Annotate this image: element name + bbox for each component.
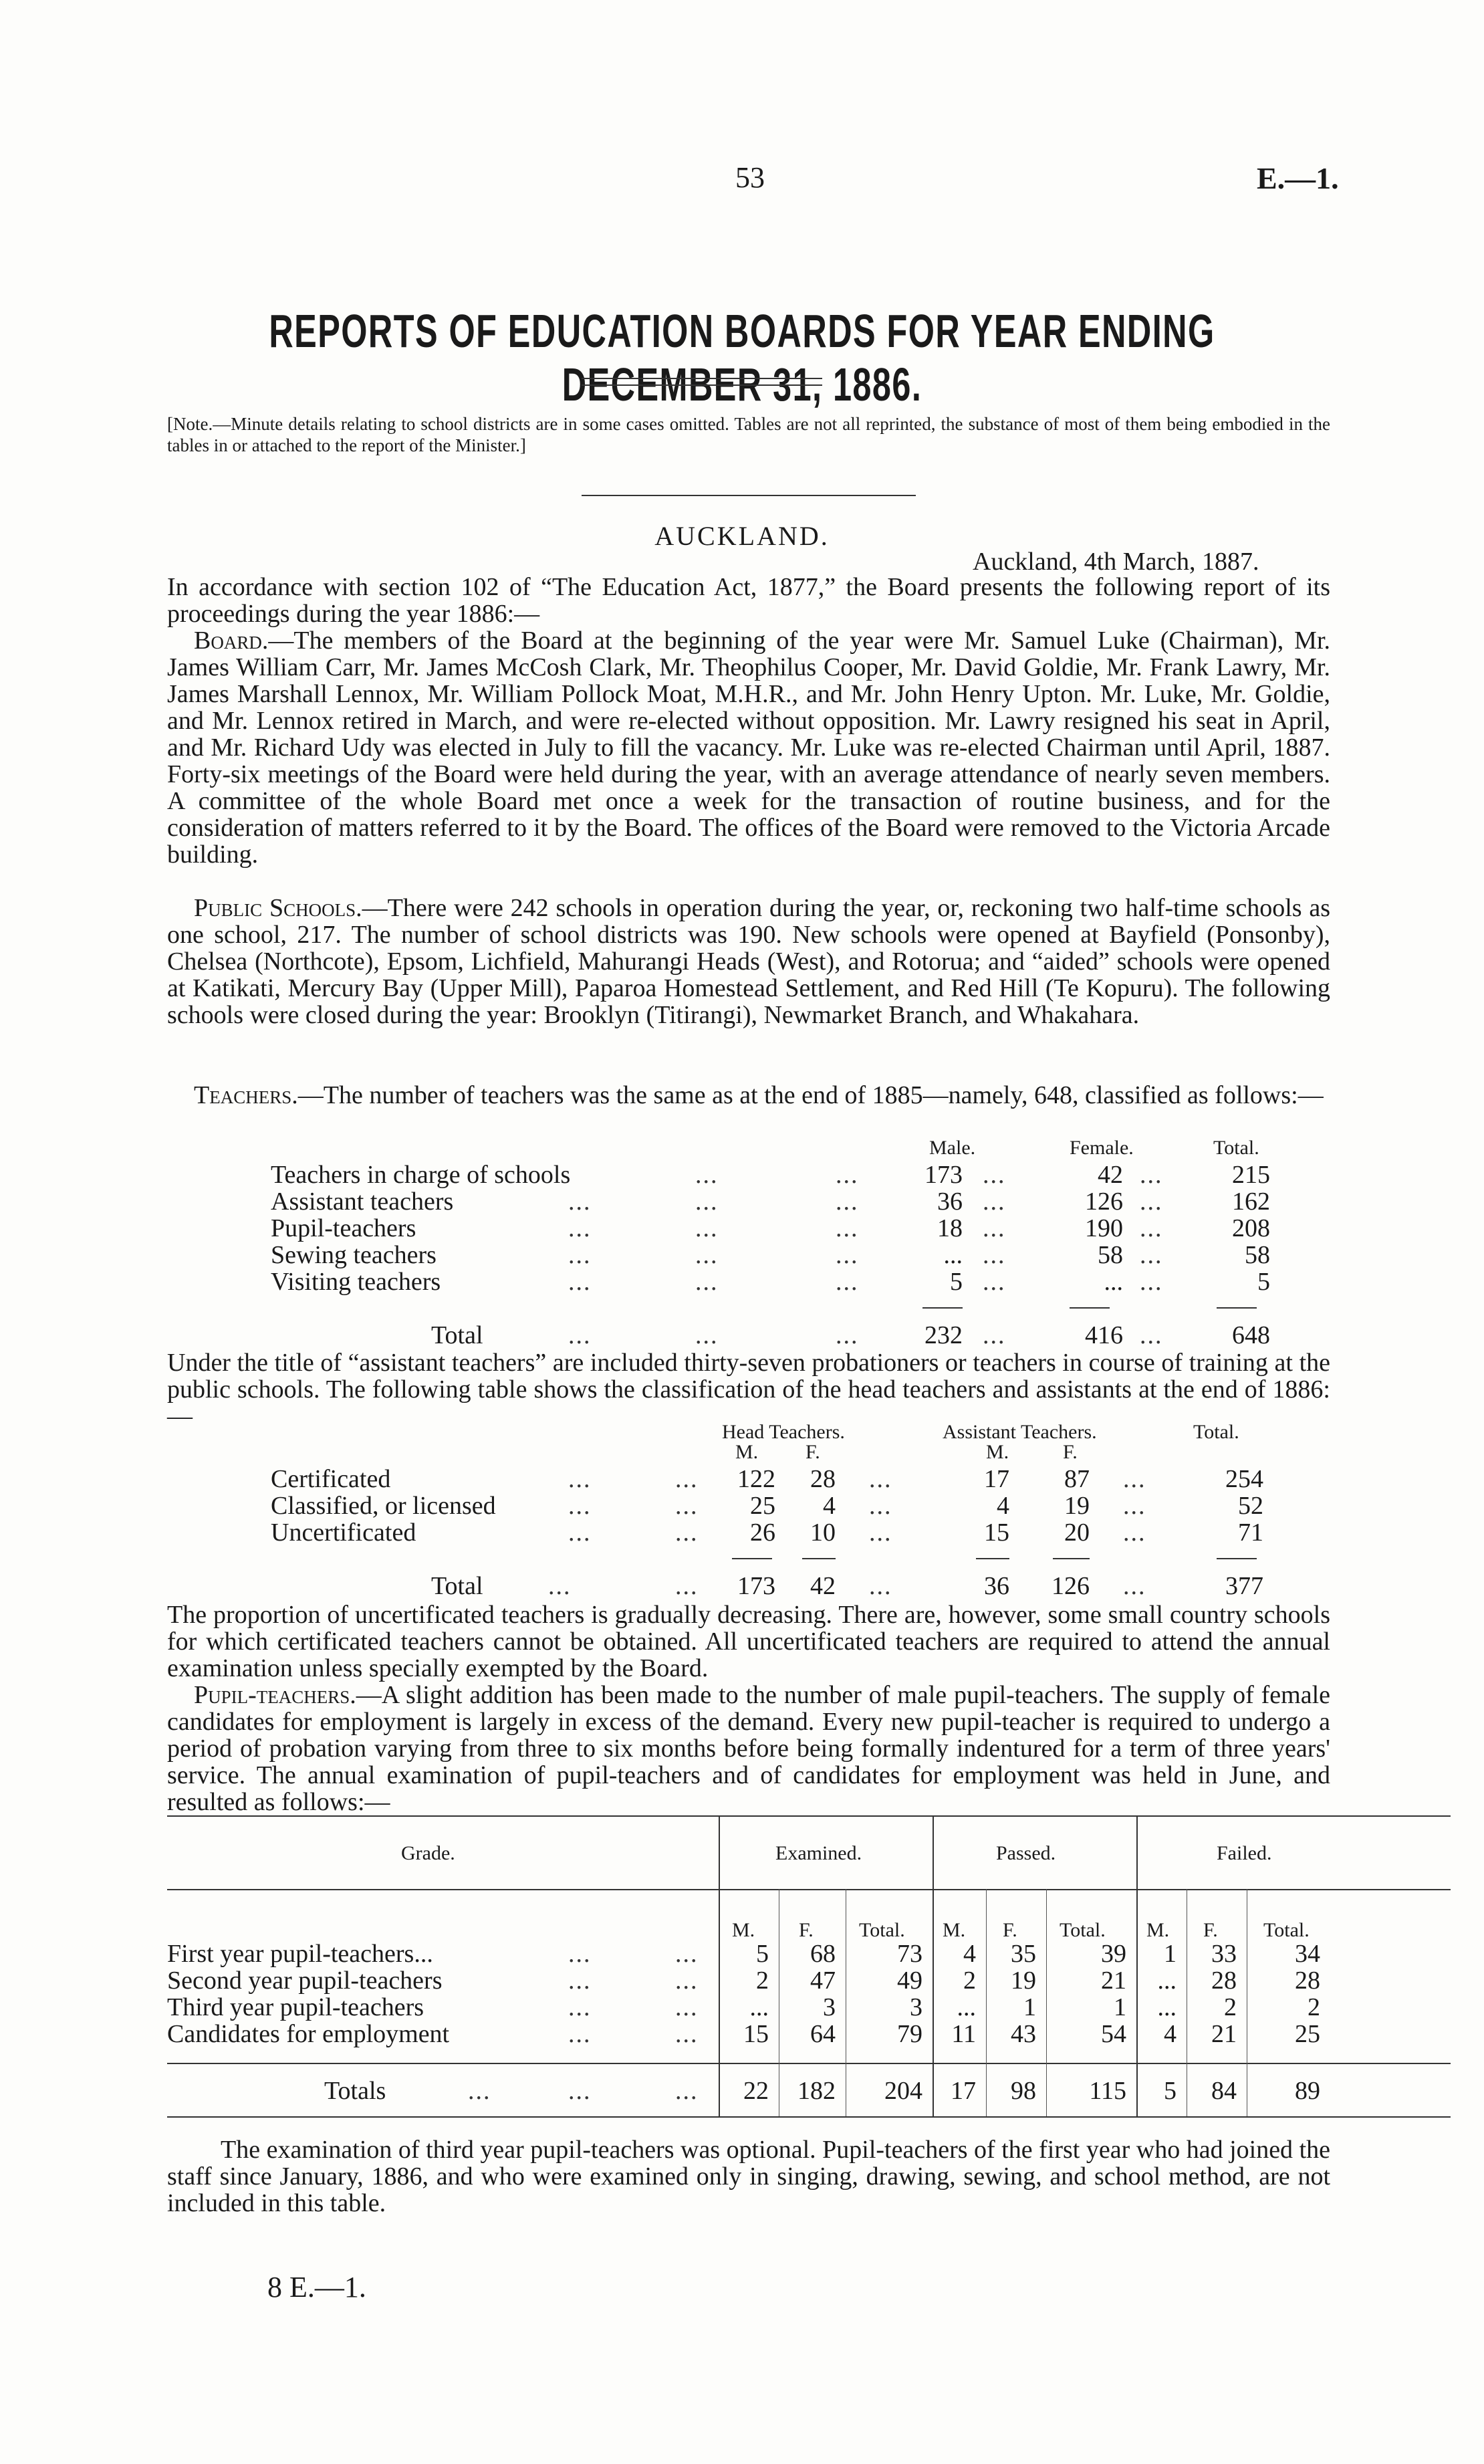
total-value: 254: [1225, 1465, 1263, 1493]
leader-dots: ...: [869, 1519, 892, 1547]
leader-dots: ...: [675, 1465, 699, 1493]
male-value: ...: [943, 1241, 963, 1269]
failed-f: 28: [1211, 1967, 1237, 1995]
leader-dots: ...: [1140, 1161, 1163, 1189]
sum-rule: [1053, 1558, 1090, 1559]
leader-dots: ...: [568, 2020, 592, 2048]
leader-dots: ...: [983, 1268, 1006, 1296]
title-divider-2: [582, 384, 822, 386]
header-grade: Grade.: [401, 1842, 455, 1864]
passed-m: 2: [963, 1967, 976, 1995]
female-value: ...: [1104, 1268, 1123, 1296]
examined-f: 64: [810, 2020, 836, 2048]
head-m-value: 25: [750, 1492, 775, 1520]
header-head-teachers: Head Teachers.: [722, 1421, 845, 1443]
header-m: M.: [732, 1919, 755, 1941]
female-value: 42: [1098, 1161, 1123, 1189]
leader-dots: ...: [675, 1940, 699, 1968]
female-value: 126: [1085, 1188, 1123, 1216]
sum-rule: [732, 1558, 772, 1559]
leader-dots: ...: [568, 1967, 592, 1995]
male-value: 232: [924, 1321, 963, 1349]
passed-m: 11: [951, 2020, 976, 2048]
male-value: 173: [924, 1161, 963, 1189]
leader-dots: ...: [548, 1572, 572, 1600]
total-value: 71: [1238, 1519, 1263, 1547]
leader-dots: ...: [468, 2077, 491, 2105]
leader-dots: ...: [1140, 1321, 1163, 1349]
header-m: M.: [943, 1919, 966, 1941]
table-top-rule: [167, 1815, 1451, 1817]
leader-dots: ...: [568, 1321, 592, 1349]
leader-dots: ...: [568, 2077, 592, 2105]
header-f: F.: [1063, 1441, 1078, 1463]
failed-f: 84: [1211, 2077, 1237, 2105]
head-f-value: 10: [810, 1519, 836, 1547]
row-label: Visiting teachers: [271, 1268, 441, 1296]
failed-f: 21: [1211, 2020, 1237, 2048]
leader-dots: ...: [1140, 1188, 1163, 1216]
editorial-note: [Note.—Minute details relating to school districts are in some cases omitted. Tables are not all reprinted, the substance of most of them being embodied in the tables in or attached to the report of the Minister.]: [167, 414, 1330, 455]
total-value: 208: [1232, 1214, 1270, 1242]
leader-dots: ...: [675, 1519, 699, 1547]
failed-m: 1: [1164, 1940, 1177, 1968]
row-label: Assistant teachers: [271, 1188, 454, 1216]
dateline: Auckland, 4th March, 1887.: [973, 548, 1259, 576]
leader-dots: ...: [568, 1940, 592, 1968]
failed-total: 28: [1295, 1967, 1320, 1995]
total-value: 377: [1225, 1572, 1263, 1600]
assistant-m-value: 15: [984, 1519, 1009, 1547]
passed-total: 115: [1089, 2077, 1126, 2105]
leader-dots: ...: [568, 1241, 592, 1269]
leader-dots: ...: [1123, 1572, 1146, 1600]
header-failed: Failed.: [1217, 1842, 1272, 1864]
leader-dots: ...: [695, 1268, 719, 1296]
assistant-f-value: 19: [1064, 1492, 1090, 1520]
passed-f: 1: [1023, 1993, 1036, 2021]
leader-dots: ...: [568, 1993, 592, 2021]
leader-dots: ...: [1123, 1519, 1146, 1547]
header-m: M.: [735, 1441, 759, 1463]
passed-f: 43: [1011, 2020, 1036, 2048]
under-title-paragraph: Under the title of “assistant teachers” are included thirty-seven probationers or teachers in course of training at the public schools. The following table shows the classification of the head teachers and assistants at the end of 1886:—: [167, 1349, 1330, 1430]
assistant-m-value: 4: [997, 1492, 1009, 1520]
header-total: Total.: [1213, 1137, 1259, 1159]
row-label: Third year pupil-teachers: [167, 1993, 424, 2021]
total-value: 648: [1232, 1321, 1270, 1349]
row-label: Uncertificated: [271, 1519, 416, 1547]
male-value: 18: [937, 1214, 963, 1242]
passed-total: 39: [1101, 1940, 1126, 1968]
leader-dots: ...: [568, 1188, 592, 1216]
failed-total: 34: [1295, 1940, 1320, 1968]
closing-paragraph: The examination of third year pupil-teachers was optional. Pupil-teachers of the first year who had joined the staff since January, 1886, and who were examined only in singing, drawing, sewing, and school method, are not included in this table.: [167, 2136, 1330, 2217]
sum-rule: [1070, 1307, 1110, 1309]
header-female: Female.: [1070, 1137, 1134, 1159]
header-f: F.: [1203, 1919, 1218, 1941]
male-value: 5: [950, 1268, 963, 1296]
page-number: 53: [735, 161, 765, 194]
leader-dots: ...: [675, 1967, 699, 1995]
examined-total: 79: [897, 2020, 922, 2048]
assistant-m-value: 17: [984, 1465, 1009, 1493]
passed-m: ...: [957, 1993, 976, 2021]
failed-total: 25: [1295, 2020, 1320, 2048]
total-value: 52: [1238, 1492, 1263, 1520]
leader-dots: ...: [568, 1492, 592, 1520]
leader-dots: ...: [695, 1214, 719, 1242]
leader-dots: ...: [869, 1465, 892, 1493]
leader-dots: ...: [675, 1492, 699, 1520]
leader-dots: ...: [695, 1161, 719, 1189]
sum-rule: [1217, 1558, 1257, 1559]
examined-total: 73: [897, 1940, 922, 1968]
passed-total: 21: [1101, 1967, 1126, 1995]
examined-f: 47: [810, 1967, 836, 1995]
leader-dots: ...: [568, 1214, 592, 1242]
failed-m: 5: [1164, 2077, 1177, 2105]
leader-dots: ...: [836, 1214, 859, 1242]
leader-dots: ...: [983, 1161, 1006, 1189]
examined-f: 3: [823, 1993, 836, 2021]
header-m: M.: [986, 1441, 1009, 1463]
assistant-m-value: 36: [984, 1572, 1009, 1600]
passed-f: 19: [1011, 1967, 1036, 1995]
header-total: Total.: [1193, 1421, 1239, 1443]
leader-dots: ...: [1123, 1465, 1146, 1493]
page-title: REPORTS OF EDUCATION BOARDS FOR YEAR ENDING DECEMBER 31, 1886.: [269, 305, 1215, 411]
head-f-value: 42: [810, 1572, 836, 1600]
failed-m: ...: [1157, 1967, 1177, 1995]
sum-rule: [802, 1558, 836, 1559]
failed-f: 33: [1211, 1940, 1237, 1968]
failed-total: 89: [1295, 2077, 1320, 2105]
pupil-teachers-heading: Pupil-teachers.: [194, 1681, 356, 1709]
female-value: 58: [1098, 1241, 1123, 1269]
examined-m: 2: [756, 1967, 769, 1995]
leader-dots: ...: [1140, 1214, 1163, 1242]
leader-dots: ...: [695, 1241, 719, 1269]
leader-dots: ...: [1140, 1241, 1163, 1269]
male-value: 36: [937, 1188, 963, 1216]
assistant-f-value: 126: [1052, 1572, 1090, 1600]
intro-paragraph: In accordance with section 102 of “The Education Act, 1877,” the Board presents the following report of its proceedings during the year 1886:—: [167, 573, 1330, 628]
schools-heading: Public Schools.: [194, 894, 362, 922]
failed-m: 4: [1164, 2020, 1177, 2048]
leader-dots: ...: [1123, 1492, 1146, 1520]
row-label: Certificated: [271, 1465, 391, 1493]
head-f-value: 28: [810, 1465, 836, 1493]
header-f: F.: [1003, 1919, 1017, 1941]
table-bottom-rule: [167, 2116, 1451, 2118]
leader-dots: ...: [836, 1161, 859, 1189]
examined-total: 3: [910, 1993, 922, 2021]
examined-f: 68: [810, 1940, 836, 1968]
leader-dots: ...: [675, 1572, 699, 1600]
leader-dots: ...: [836, 1188, 859, 1216]
total-value: 215: [1232, 1161, 1270, 1189]
row-label: Pupil-teachers: [271, 1214, 416, 1242]
leader-dots: ...: [568, 1519, 592, 1547]
row-label: Totals: [324, 2077, 386, 2105]
header-total: Total.: [1060, 1919, 1106, 1941]
row-label: Sewing teachers: [271, 1241, 437, 1269]
row-label: Candidates for employment: [167, 2020, 450, 2048]
pupil-teachers-paragraph: Pupil-teachers.—A slight addition has been made to the number of male pupil-teachers. The supply of female candidates for employment is largely in excess of the demand. Every new pupil-teacher is required to undergo a period of probation varying from three to six months before being formally indentured for a term of three years' service. The annual examination of pupil-teachers and of candidates for employment was held in June, and resulted as follows:—: [167, 1681, 1330, 1816]
board-paragraph: Board.—The members of the Board at the beginning of the year were Mr. Samuel Luke (Chairman), Mr. James William Carr, Mr. James McCosh Clark, Mr. Theophilus Cooper, Mr. David Goldie, Mr. Frank Lawry, Mr. James Marshall Lennox, Mr. William Pollock Moat, M.H.R., and Mr. John Henry Upton. Mr. Luke, Mr. Goldie, and Mr. Lennox retired in March, and were re-elected without opposition. Mr. Lawry resigned his seat in April, and Mr. Richard Udy was elected in July to fill the vacancy. Mr. Luke was re-elected Chairman until April, 1887. Forty-six meetings of the Board were held during the year, with an average attendance of nearly seven members. A committee of the whole Board met once a week for the transaction of routine business, and for the consideration of matters referred to it by the Board. The offices of the Board were removed to the Victoria Arcade building.: [167, 627, 1330, 869]
passed-m: 4: [963, 1940, 976, 1968]
examined-m: 5: [756, 1940, 769, 1968]
header-passed: Passed.: [996, 1842, 1056, 1864]
row-label: Teachers in charge of schools: [271, 1161, 571, 1189]
leader-dots: ...: [983, 1188, 1006, 1216]
failed-total: 2: [1308, 1993, 1320, 2021]
passed-f: 35: [1011, 1940, 1036, 1968]
header-total: Total.: [859, 1919, 905, 1941]
examined-total: 204: [884, 2077, 922, 2105]
leader-dots: ...: [675, 1993, 699, 2021]
row-label: Total: [431, 1572, 483, 1600]
examined-m: ...: [749, 1993, 769, 2021]
total-value: 162: [1232, 1188, 1270, 1216]
document-reference: E.—1.: [1257, 161, 1339, 195]
leader-dots: ...: [869, 1572, 892, 1600]
leader-dots: ...: [695, 1321, 719, 1349]
passed-f: 98: [1011, 2077, 1036, 2105]
schools-paragraph: Public Schools.—There were 242 schools in operation during the year, or, reckoning two half-time schools as one school, 217. The number of school districts was 190. New schools were opened at Bayfield (Ponsonby), Chelsea (Northcote), Epsom, Lichfield, Mahurangi Heads (West), and Rotorua; and “aided” schools were opened at Katikati, Mercury Bay (Upper Mill), Paparoa Homestead Settlement, and Red Hill (Te Kopuru). The following schools were closed during the year: Brooklyn (Titirangi), Newmarket Branch, and Whakahara.: [167, 894, 1331, 1029]
sum-rule: [922, 1307, 963, 1309]
female-value: 416: [1085, 1321, 1123, 1349]
head-m-value: 122: [737, 1465, 775, 1493]
leader-dots: ...: [836, 1268, 859, 1296]
female-value: 190: [1085, 1214, 1123, 1242]
failed-m: ...: [1157, 1993, 1177, 2021]
total-value: 5: [1257, 1268, 1270, 1296]
note-divider: [582, 495, 916, 496]
passed-total: 1: [1114, 1993, 1126, 2021]
teachers-paragraph: Teachers.—The number of teachers was the same as at the end of 1885—namely, 648, classified as follows:—: [194, 1081, 1324, 1109]
leader-dots: ...: [675, 2020, 699, 2048]
leader-dots: ...: [568, 1268, 592, 1296]
title-divider: [582, 378, 822, 379]
assistant-f-value: 20: [1064, 1519, 1090, 1547]
sum-rule: [1217, 1307, 1257, 1309]
sum-rule: [976, 1558, 1009, 1559]
leader-dots: ...: [836, 1241, 859, 1269]
header-m: M.: [1146, 1919, 1170, 1941]
header-total: Total.: [1263, 1919, 1310, 1941]
examined-m: 22: [743, 2077, 769, 2105]
leader-dots: ...: [675, 2077, 699, 2105]
proportion-paragraph: The proportion of uncertificated teachers is gradually decreasing. There are, however, some small country schools for which certificated teachers cannot be obtained. All uncertificated teachers are required to attend the annual examination unless specially exempted by the Board.: [167, 1601, 1330, 1682]
header-assistant-teachers: Assistant Teachers.: [943, 1421, 1097, 1443]
total-value: 58: [1245, 1241, 1270, 1269]
signature-reference: 8 E.—1.: [267, 2271, 366, 2304]
examined-f: 182: [797, 2077, 836, 2105]
header-examined: Examined.: [775, 1842, 862, 1864]
leader-dots: ...: [983, 1321, 1006, 1349]
leader-dots: ...: [1140, 1268, 1163, 1296]
header-f: F.: [806, 1441, 820, 1463]
examined-m: 15: [743, 2020, 769, 2048]
leader-dots: ...: [983, 1214, 1006, 1242]
section-heading: AUCKLAND.: [654, 521, 830, 551]
failed-f: 2: [1224, 1993, 1237, 2021]
head-f-value: 4: [823, 1492, 836, 1520]
leader-dots: ...: [983, 1241, 1006, 1269]
leader-dots: ...: [836, 1321, 859, 1349]
table-header-rule: [167, 1889, 1451, 1890]
leader-dots: ...: [869, 1492, 892, 1520]
row-label: Total: [431, 1321, 483, 1349]
head-m-value: 26: [750, 1519, 775, 1547]
row-label: Classified, or licensed: [271, 1492, 496, 1520]
board-heading: Board.: [194, 627, 269, 655]
passed-m: 17: [951, 2077, 976, 2105]
leader-dots: ...: [695, 1188, 719, 1216]
leader-dots: ...: [568, 1465, 592, 1493]
header-f: F.: [799, 1919, 814, 1941]
row-label: Second year pupil-teachers: [167, 1967, 443, 1995]
passed-total: 54: [1101, 2020, 1126, 2048]
teachers-heading: Teachers.: [194, 1081, 298, 1109]
assistant-f-value: 87: [1064, 1465, 1090, 1493]
header-male: Male.: [929, 1137, 976, 1159]
head-m-value: 173: [737, 1572, 775, 1600]
examined-total: 49: [897, 1967, 922, 1995]
row-label: First year pupil-teachers...: [167, 1940, 433, 1968]
table-body-rule: [167, 2063, 1451, 2064]
